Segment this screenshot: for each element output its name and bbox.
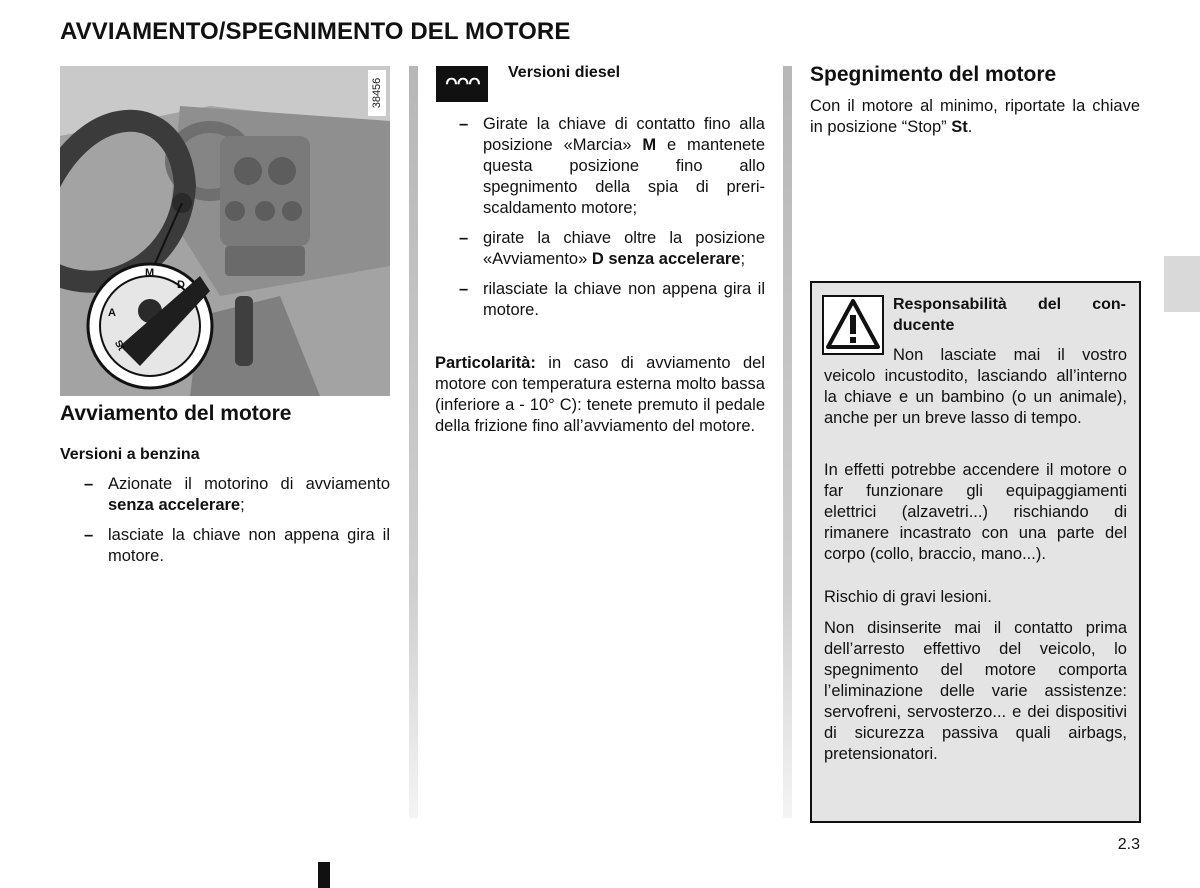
glow-plug-icon: ᴖᴖᴖ: [436, 66, 488, 102]
figure-reference: [368, 70, 386, 116]
warning-paragraph: Non lasciate mai il vostro veicolo incustodito, lasciando all’interno la chiave e un bambino (o un animale), anche per un breve lasso di tempo.: [824, 346, 1127, 427]
list-item: – rilasciate la chiave non appena gira il motore.: [435, 279, 765, 321]
petrol-steps-list: [60, 474, 390, 576]
warning-title: Responsabilità del conducente: [893, 296, 1126, 334]
stop-paragraph: Con il motore al minimo, riportate la chiave in posizione “Stop” St.: [810, 97, 1140, 136]
note-paragraph: [435, 353, 765, 437]
ignition-label-a: A: [108, 307, 116, 319]
subheading-petrol: Versioni a benzina: [60, 446, 200, 463]
ignition-label-m: M: [145, 267, 155, 279]
list-item: – lasciate la chiave non appena gira il motore.: [60, 525, 390, 567]
note-text: in caso di avviamento del motore con temperatura esterna molto bassa (inferiore a - 10° C): tenete premuto il pedale della frizione fino all’avviamento del motore.: [435, 354, 765, 435]
dashboard-illustration: [60, 66, 390, 396]
page-title: AVVIAMENTO/SPEGNIMENTO DEL MOTORE: [60, 18, 571, 45]
column-divider: [409, 66, 418, 818]
subheading-diesel: Versioni diesel: [508, 64, 621, 81]
list-item: – Azionate il motorino di avviamento senza accelerare;: [60, 474, 390, 516]
warning-paragraph: Non disinserite mai il contatto prima dell’arresto effettivo del veicolo, lo spegnimento del motore comporta l’eliminazione delle varie assistenze: servofreni, servosterzo... e dei dispositivi di sicurezza passiva quali airbags, pretensionatori.: [824, 619, 1127, 763]
section-tab-marker: [1164, 256, 1200, 312]
note-label: Particolarità:: [435, 354, 536, 372]
ignition-label-d: D: [177, 279, 185, 291]
list-item: – girate la chiave oltre la posizione «Avviamento» D senza accelerare;: [435, 228, 765, 270]
section-heading-start: Avviamento del motore: [60, 402, 292, 425]
page-number: 2.3: [1117, 836, 1140, 853]
warning-paragraph: Rischio di gravi lesioni.: [824, 588, 992, 606]
warning-paragraph: In effetti potrebbe accendere il motore o far funzionare gli equipaggiamenti elettrici (alzavetri...) rischiando di rimanere incastrato con una parte del corpo (collo, braccio, mano...).: [824, 461, 1127, 563]
ignition-photo: [60, 66, 390, 396]
diesel-steps-list: [435, 114, 765, 330]
warning-box: [810, 281, 1141, 823]
binding-mark: [318, 862, 330, 888]
ignition-label-st: St: [111, 338, 127, 353]
list-item: – Girate la chiave di contatto fino alla posizione «Marcia» M e mantenete questa posizione fino allo spegnimento della spia di preriscaldamento motore;: [435, 114, 765, 219]
column-divider: [783, 66, 792, 818]
section-heading-stop: Spegnimento del motore: [810, 63, 1057, 86]
figure-reference-number: 38456: [371, 77, 383, 109]
